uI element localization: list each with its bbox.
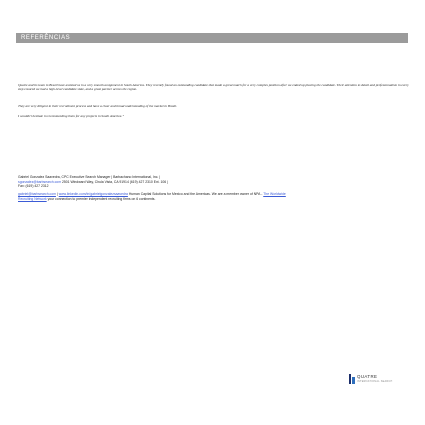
separator: | [56,192,59,197]
signature-tagline: Human Capital Solutions for Mexico and the Americas. We are a member owner of NPA - [128,192,263,197]
npa-link[interactable]: The Worldwide [263,192,286,197]
signature-network-text: your connection to premier independent recruiting firms on 6 continents. [47,196,156,201]
npa-network-link[interactable]: Recruiting Network [18,196,47,201]
logo-mark-icon [349,374,355,384]
testimonial-paragraph-2: They are very diligent in their recruitment process and have a clear and broad understanding of the market in Brazil. [18,104,178,108]
signature-name: Gabriel Gonzalez Saavedra, CPC Executive Search Manager | Barbachano International, Inc. | [18,175,161,179]
logo-name: QUATRE [357,374,378,379]
signature-block [18,175,410,202]
signature-address: 2501 Windward Way, Chula Vista, CA 91914 (619) 427 2310 Ext. 106 | [61,179,168,184]
logo-subtitle: INTERNATIONAL SEARCH [357,379,393,383]
website-link[interactable]: gabriel@barbsearch.com [18,192,56,197]
section-title: REFERÊNCIAS [21,35,71,41]
linkedin-link[interactable]: www.linkedin.com/in/gabrielgonzalezsaavedra [58,192,128,197]
signature-fax: Fax: (619) 427 2312 [18,184,49,189]
quatre-logo [349,374,393,386]
section-header [16,33,408,43]
email-link[interactable]: sgonzalez@barbsearch.com [18,179,62,184]
testimonial-paragraph-1: Quatre and its team in Brazil have assisted us in a very smooth assignment in South America. They recently found an outstanding candidate that made a great match for a very complex position after we ended up placing the candidate. Their attention to detail and professionalism in every step ensured we had a high-level candidate slate, and a great partner across the region. [18,83,409,92]
testimonial-paragraph-3: I wouldn’t hesitate in recommending them for any projects in South America.” [18,114,125,118]
